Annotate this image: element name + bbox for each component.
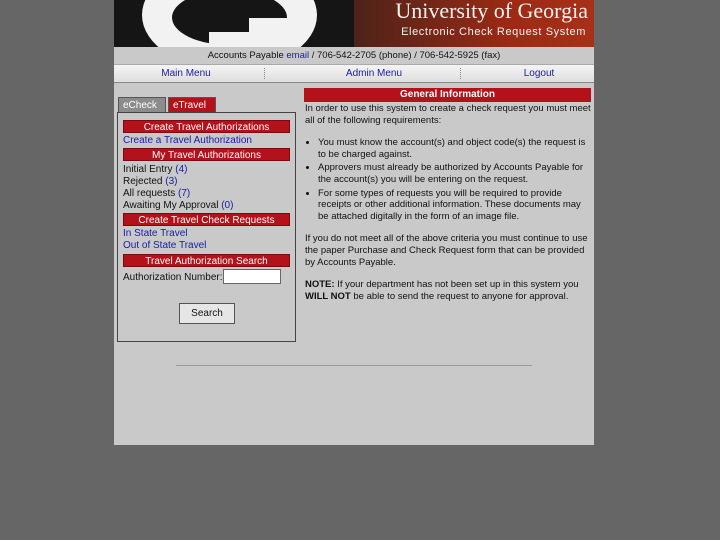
awaiting-approval-label: Awaiting My Approval — [123, 200, 219, 211]
contact-prefix: Accounts Payable — [207, 50, 284, 61]
search-button[interactable]: Search — [179, 303, 235, 324]
note-tail: be able to send the request to anyone for approval. — [350, 290, 569, 302]
all-requests-label: All requests — [123, 188, 176, 199]
general-info-header: General Information — [304, 88, 591, 102]
out-of-state-travel-link[interactable]: Out of State Travel — [123, 240, 207, 251]
note-label: NOTE: — [305, 279, 335, 291]
uga-g-logo — [114, 0, 354, 47]
requirement-item: • For some types of requests you will be required to provide receipts or other additional information. These documents may be attached digitally in the form of an image file. — [318, 188, 591, 223]
initial-entry-label: Initial Entry — [123, 164, 173, 175]
nav-logout[interactable]: Logout — [523, 68, 555, 79]
requirement-item: • You must know the account(s) and object code(s) the request is to be charged against. — [318, 137, 591, 160]
nav-main-menu[interactable]: Main Menu — [161, 68, 211, 79]
contact-phone: / 706-542-2705 (phone) / 706-542-5925 (fax) — [311, 50, 501, 61]
auth-search-header: Travel Authorization Search — [123, 254, 290, 267]
rejected-label: Rejected — [123, 176, 163, 187]
all-requests-count[interactable]: (7) — [178, 188, 191, 199]
tab-etravel[interactable]: eTravel — [168, 97, 216, 112]
requirements-list — [305, 137, 591, 222]
nav-separator — [264, 68, 265, 79]
rejected-item[interactable] — [123, 176, 177, 188]
info-fallback: If you do not meet all of the above criteria you must continue to use the paper Purchase and Check Request form that can be provided by Accounts Payable. — [305, 233, 588, 268]
header-banner — [114, 0, 594, 47]
create-auth-link[interactable]: Create a Travel Authorization — [123, 135, 252, 146]
page — [114, 0, 594, 445]
all-requests-item[interactable] — [123, 188, 190, 200]
general-info-body — [305, 103, 591, 313]
system-title: Electronic Check Request System — [401, 26, 586, 38]
my-auth-header: My Travel Authorizations — [123, 148, 290, 161]
in-state-travel-link[interactable]: In State Travel — [123, 228, 188, 239]
email-link[interactable]: email — [286, 50, 310, 61]
divider — [176, 365, 532, 366]
auth-number-label: Authorization Number: — [123, 272, 223, 283]
info-note — [305, 279, 591, 302]
contact-line — [114, 48, 594, 63]
auth-number-input[interactable] — [223, 269, 281, 284]
top-nav — [114, 64, 594, 83]
initial-entry-count[interactable]: (4) — [175, 164, 188, 175]
rejected-count[interactable]: (3) — [165, 176, 178, 187]
nav-separator — [460, 68, 461, 79]
awaiting-approval-item[interactable] — [123, 200, 233, 212]
university-title: University of Georgia — [395, 0, 588, 23]
create-auth-header: Create Travel Authorizations — [123, 120, 290, 133]
etravel-panel — [117, 112, 296, 342]
note-bold: WILL NOT — [305, 290, 351, 302]
initial-entry-item[interactable] — [123, 164, 187, 176]
requirement-item: • Approvers must already be authorized by Accounts Payable for the account(s) you will be entering on the request. — [318, 162, 591, 185]
nav-admin-menu[interactable]: Admin Menu — [345, 68, 403, 79]
info-intro: In order to use this system to create a check request you must meet all of the following requirements: — [305, 103, 591, 126]
awaiting-approval-count[interactable]: (0) — [221, 200, 234, 211]
create-check-header: Create Travel Check Requests — [123, 213, 290, 226]
note-text: If your department has not been set up in this system you — [334, 279, 579, 291]
tab-echeck[interactable]: eCheck — [118, 97, 166, 112]
